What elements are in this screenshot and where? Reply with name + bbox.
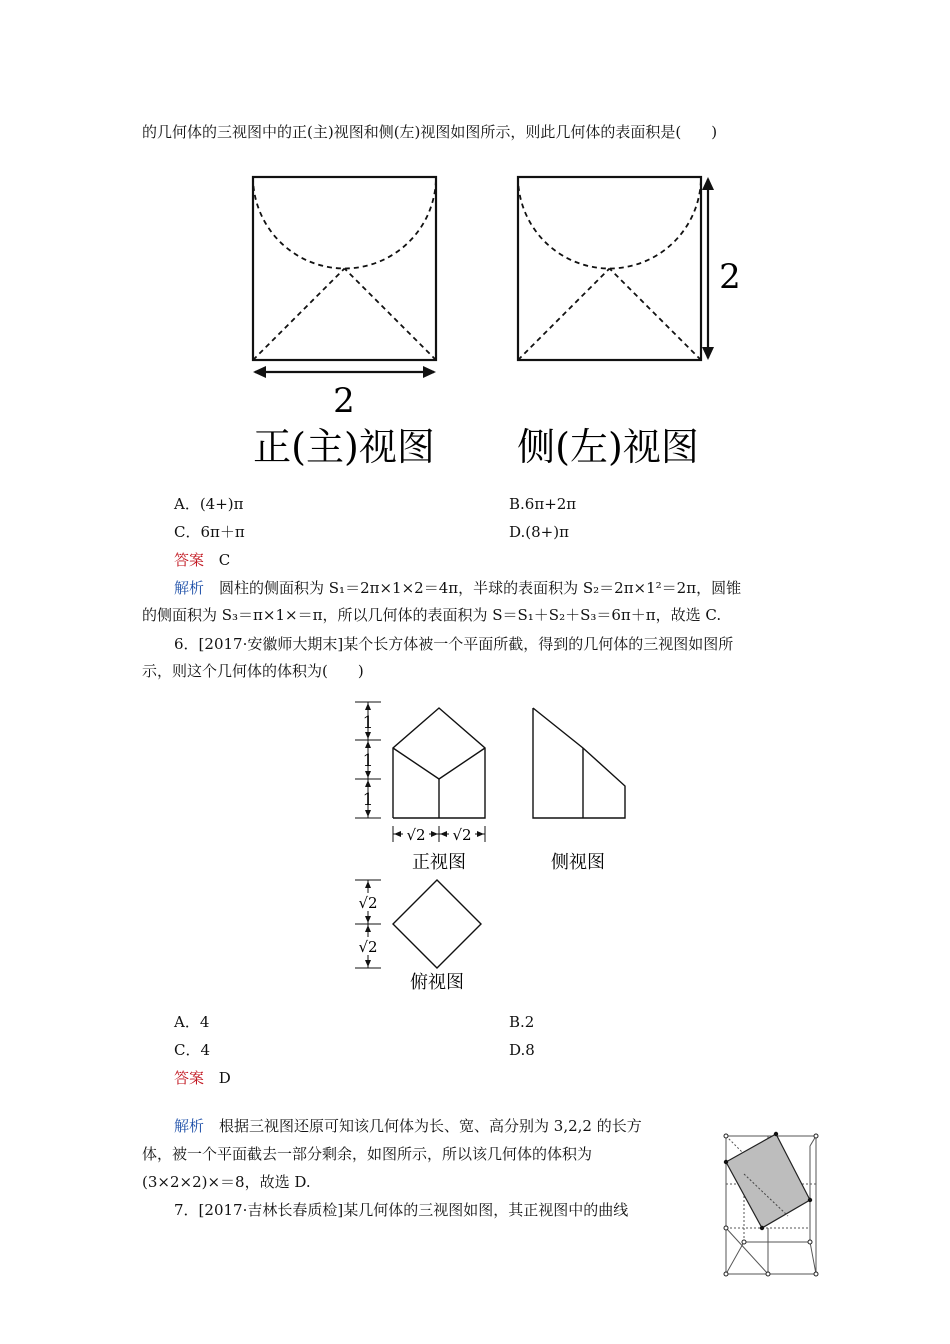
q6-dim-sqrt2-top: √2 <box>358 894 378 912</box>
q5-analysis-line2: 的侧面积为 S₃＝π×1×＝π，所以几何体的表面积为 S＝S₁＋S₂＋S₃＝6π＋π，故选 C. <box>142 606 722 624</box>
q6-side-view-label: 侧视图 <box>551 852 605 873</box>
q6-analysis-line2: 体，被一个平面截去一部分剩余，如图所示，所以该几何体的体积为 <box>142 1145 593 1163</box>
q6-option-a: A．4 <box>174 1013 210 1031</box>
question-7-stem-line1: 7．[2017·吉林长春质检]某几何体的三视图如图，其正视图中的曲线 <box>174 1201 629 1219</box>
q6-dim-sqrt2-right: √2 <box>452 826 472 844</box>
question-6-stem-line2: 示，则这个几何体的体积为( ) <box>142 662 364 680</box>
q5-option-d: D.(8+)π <box>509 523 569 541</box>
q6-answer-label: 答案 <box>174 1069 205 1087</box>
q5-option-c: C．6π＋π <box>174 523 245 541</box>
figure-q6-solid <box>712 1124 830 1288</box>
figure-q5-svg <box>228 160 758 490</box>
q5-answer-label: 答案 <box>174 551 205 569</box>
q6-analysis-label: 解析 <box>174 1117 205 1135</box>
q5-answer-value: C <box>218 551 231 569</box>
q6-dim-1-bottom: 1 <box>362 790 374 810</box>
figure-q5-three-views <box>228 160 758 494</box>
q5-option-b: B.6π+2π <box>509 495 577 513</box>
question-6-stem-line1: 6．[2017·安徽师大期末]某个长方体被一个平面所截，得到的几何体的三视图如图所 <box>174 635 734 653</box>
q6-side-outline <box>533 708 625 818</box>
figure-q6-three-views <box>335 690 655 1012</box>
question-5-intro: 的几何体的三视图中的正(主)视图和侧(左)视图如图所示，则此几何体的表面积是( ) <box>142 123 718 141</box>
q6-dim-1-middle: 1 <box>362 751 374 771</box>
q5-option-a: A．(4+)π <box>174 495 244 513</box>
q6-front-view-label: 正视图 <box>412 852 466 873</box>
q6-analysis-line3: (3×2×2)×＝8，故选 D. <box>142 1173 311 1191</box>
q5-front-dimension: 2 <box>333 381 355 421</box>
q5-front-view-label: 正(主)视图 <box>253 425 435 469</box>
q5-side-view-label: 侧(左)视图 <box>517 425 699 469</box>
q6-option-c: C．4 <box>174 1041 211 1059</box>
q6-analysis-line1: 解析 根据三视图还原可知该几何体为长、宽、高分别为 3,2,2 的长方 <box>174 1117 642 1135</box>
q6-dim-1-top: 1 <box>362 713 374 733</box>
q6-top-view-label: 俯视图 <box>410 972 464 993</box>
q5-front-semicircle <box>253 177 436 268</box>
q6-option-d: D.8 <box>509 1041 535 1059</box>
q6-top-diamond <box>393 880 481 968</box>
q6-option-b: B.2 <box>509 1013 535 1031</box>
q6-dim-sqrt2-left: √2 <box>406 826 426 844</box>
q6-answer-row <box>174 1068 231 1088</box>
q5-answer-row <box>174 550 230 570</box>
q5-analysis-line1: 解析 圆柱的侧面积为 S₁＝2π×1×2＝4π，半球的表面积为 S₂＝2π×1²＝2π，圆锥 <box>174 579 742 597</box>
figure-q6-svg <box>335 690 655 1008</box>
q5-analysis-label: 解析 <box>174 579 205 597</box>
q6-answer-value: D <box>218 1069 231 1087</box>
q5-side-dimension: 2 <box>719 257 741 297</box>
q6-dim-sqrt2-bottom: √2 <box>358 938 378 956</box>
figure-q6-solid-svg <box>712 1124 830 1284</box>
